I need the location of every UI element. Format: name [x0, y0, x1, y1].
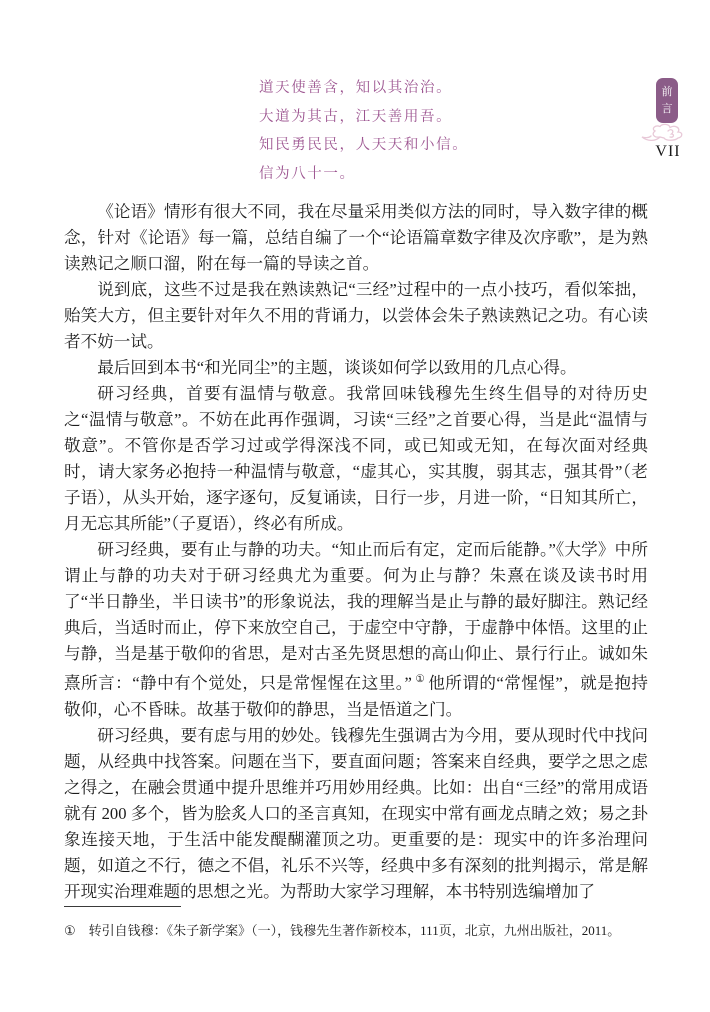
paragraph	[64, 277, 648, 355]
chapter-tab-label: 前言	[661, 85, 673, 115]
poem-line: 大道为其古，江天善用吾。	[259, 108, 453, 125]
poem-line: 信为八十一。	[259, 165, 356, 182]
footnote-marker: ①	[64, 923, 76, 938]
footnote	[64, 921, 664, 940]
paragraph-text: 研习经典，要有虑与用的妙处。钱穆先生强调古为今用，要从现时代中找问题，从经典中找答案。问题在当下，要直面问题；答案来自经典，要学之思之虑之得之，在融会贯通中提升思维并巧用妙用经典。比如：出自“三经”的常用成语就有 200 多个，皆为脍炙人口的圣言真知，在现实中常有画龙点睛之效；易之卦象连接天地，于生活中能发醍醐灌顶之功。更重要的是：现实中的许多治理问题，如道之不行，德之不倡，礼乐不兴等，经典中多有深刻的批判揭示，常是解开现实治理难题的思想之光。为帮助大家学习理解，本书特别选编增加了	[64, 725, 648, 901]
chapter-margin-tab	[656, 78, 678, 123]
page-number: VII	[655, 143, 681, 160]
paragraph-text: 他所谓的“常惺惺”，就是抱持敬仰，心不昏昧。故基于敬仰的静思，当是悟道之门。	[64, 673, 648, 719]
paragraph	[64, 355, 648, 381]
paragraph-text: 研习经典，要有止与静的功夫。“知止而后有定，定而后能静。”《大学》中所谓止与静的功夫对于研习经典尤为重要。何为止与静？朱熹在谈及读书时用了“半日静坐，半日读书”的形象说法，我的理解当是止与静的最好脚注。熟记经典后，当适时而止，停下来放空自己，于虚空中守静，于虚静中体悟。这里的止与静，当是基于敬仰的省思，是对古圣先贤思想的高山仰止、景行行止。诚如朱熹所言：“静中有个觉处，只是常惺惺在这里。”	[64, 540, 648, 693]
footnote-reference: ①	[414, 674, 426, 685]
paragraph-text: 说到底，这些不过是我在熟读熟记“三经”过程中的一点小技巧，看似笨拙，贻笑大方，但主要针对年久不用的背诵力，以尝体会朱子熟读熟记之功。有心读者不妨一试。	[64, 280, 648, 351]
paragraph-text: 研习经典，首要有温情与敬意。我常回味钱穆先生终生倡导的对待历史之“温情与敬意”。不妨在此再作强调，习读“三经”之首要心得，当是此“温情与敬意”。不管你是否学习过或学得深浅不同，或已知或无知，在每次面对经典时，请大家务必抱持一种温情与敬意，“虚其心，实其腹，弱其志，强其骨”（老子语），从头开始，逐字逐句，反复诵读，日行一步，月进一阶，“日知其所亡，月无忘其所能”（子夏语），终必有所成。	[64, 384, 648, 533]
paragraph	[64, 537, 648, 723]
footnote-text: 转引自钱穆：《朱子新学案》（一），钱穆先生著作新校本，111页，北京，九州出版社，2011。	[88, 923, 621, 938]
poem-line: 知民勇民民，人天天和小信。	[259, 137, 469, 153]
poem-line: 道天使善含，知以其治治。	[259, 80, 453, 96]
body-text	[64, 199, 648, 905]
paragraph-text: 《论语》情形有很大不同，我在尽量采用类似方法的同时，导入数字律的概念，针对《论语》每一篇，总结自编了一个“论语篇章数字律及次序歌”，是为熟读熟记之顺口溜，附在每一篇的导读之首。	[64, 202, 648, 273]
paragraph	[64, 199, 648, 277]
paragraph	[64, 723, 648, 905]
paragraph-text: 最后回到本书“和光同尘”的主题，谈谈如何学以致用的几点心得。	[97, 358, 577, 377]
footnote-rule	[64, 906, 181, 907]
poem-block	[259, 74, 468, 188]
paragraph	[64, 381, 648, 537]
